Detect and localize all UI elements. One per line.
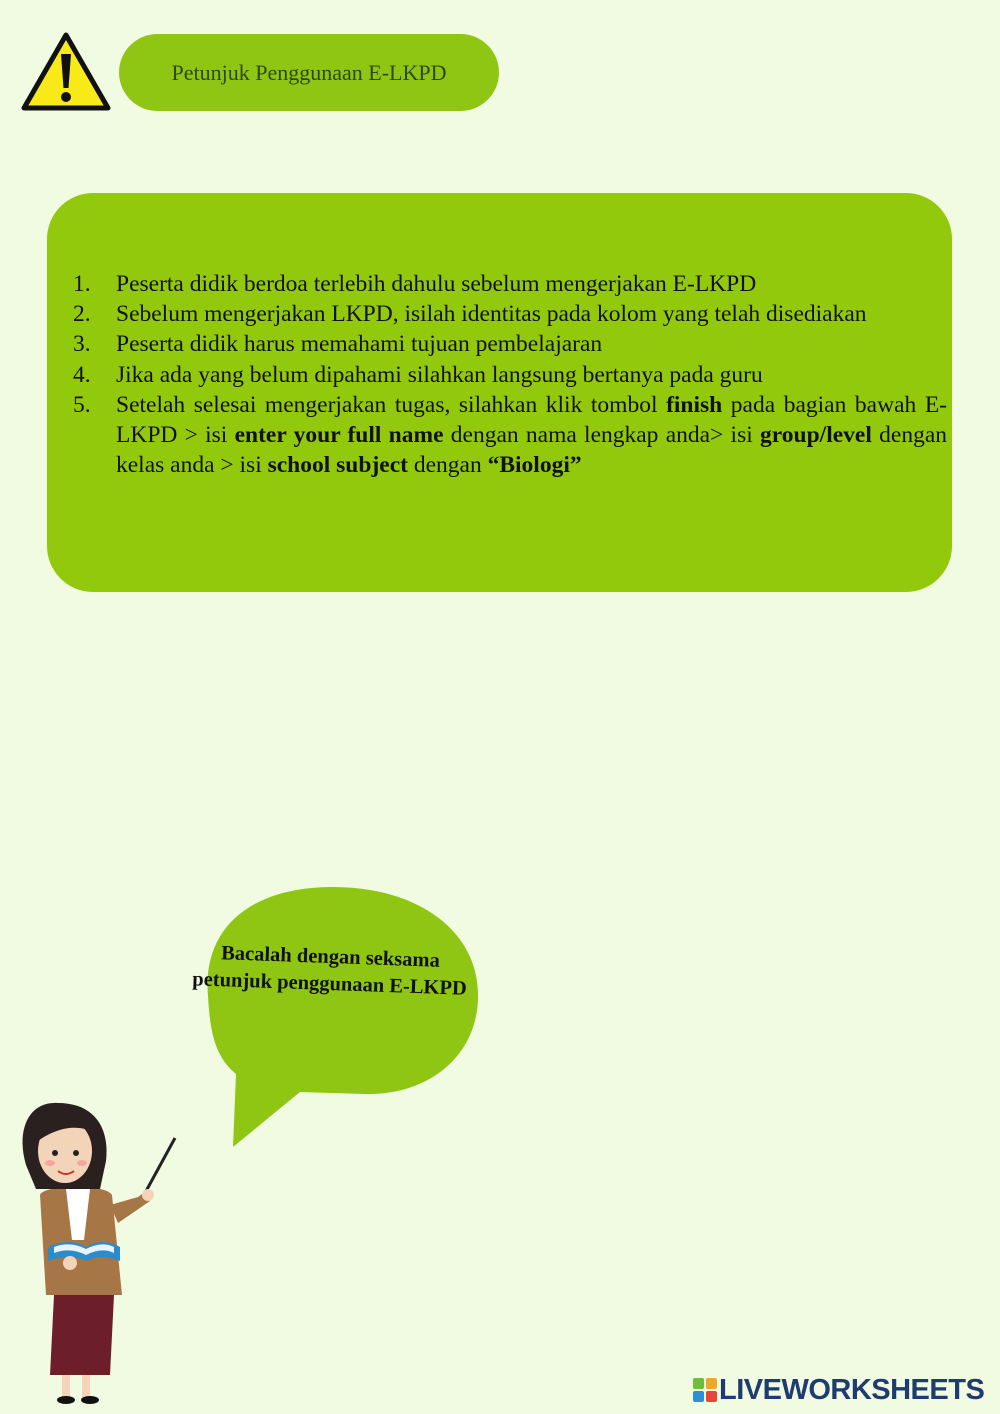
instruction-keyword: school subject [267,452,408,479]
instruction-keyword: “Biologi” [487,452,582,479]
instruction-text: Jika ada yang belum dipahami silahkan langsung bertanya pada guru [116,361,763,388]
instruction-text: Peserta didik berdoa terlebih dahulu sebelum mengerjakan E-LKPD [116,271,757,297]
instructions-list [73,269,947,480]
instruction-item [73,299,947,329]
instruction-number: 2. [73,301,91,328]
instruction-item [73,360,947,390]
instruction-number: 1. [73,271,91,297]
instruction-number: 5. [73,391,91,418]
instruction-text: dengan [407,452,488,479]
speech-bubble [178,884,483,1149]
instruction-keyword: enter your full name [234,422,444,449]
instruction-text: dengan kelas anda > isi [116,422,947,479]
speech-bubble-text: Bacalah dengan seksama petunjuk penggunaan E-LKPD [191,942,468,1000]
instruction-number: 4. [73,361,91,388]
instructions-panel [47,193,952,592]
liveworksheets-logo-icon [693,1378,717,1402]
instruction-keyword: group/level [760,422,872,449]
warning-icon [20,30,112,114]
instruction-item [73,329,947,359]
instruction-item [73,269,947,299]
instruction-text: Setelah selesai mengerjakan tugas, silahkan klik tombol [116,391,667,418]
instruction-keyword: finish [666,391,723,418]
instruction-text: Sebelum mengerjakan LKPD, isilah identitas pada kolom yang telah disediakan [116,301,867,328]
instruction-text: dengan nama lengkap anda> isi [443,422,761,449]
logo-text: LIVEWORKSHEETS [719,1373,985,1406]
liveworksheets-logo [693,1373,984,1407]
teacher-illustration [10,1095,185,1410]
instruction-text: Peserta didik harus memahami tujuan pembelajaran [116,331,603,358]
instruction-text: pada bagian bawah E-LKPD > isi [116,391,948,449]
instruction-number: 3. [73,331,91,358]
page-title: Petunjuk Penggunaan E-LKPD [119,34,499,111]
instruction-item [73,390,947,481]
